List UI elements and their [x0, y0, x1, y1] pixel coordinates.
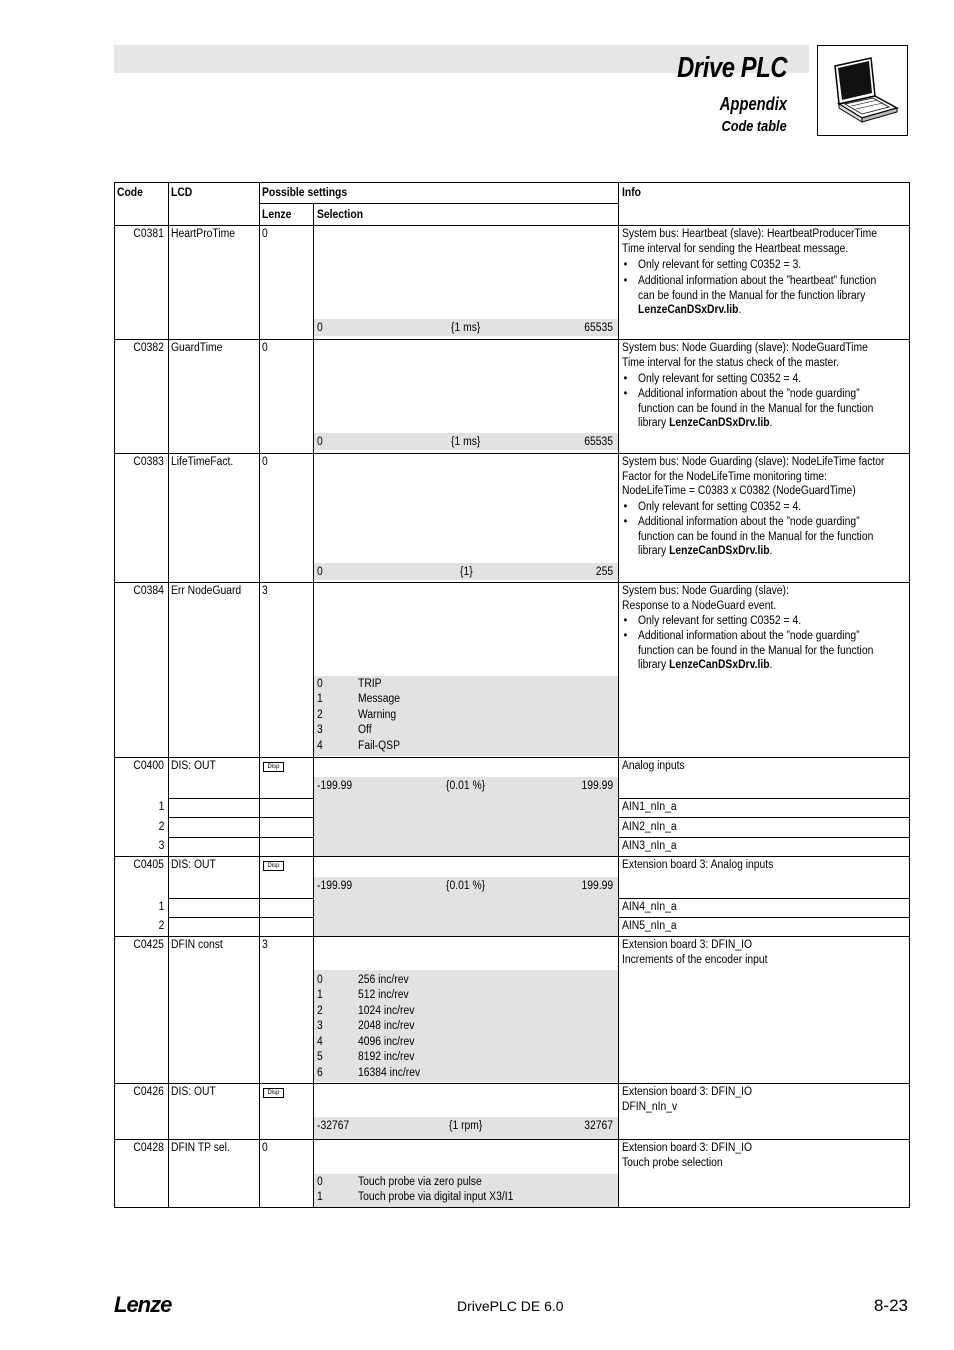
option-label: 1024 inc/rev	[358, 1005, 415, 1017]
range-max: 65535	[584, 436, 613, 448]
info-line: DFIN_nIn_v	[622, 1101, 678, 1113]
option-label: 2048 inc/rev	[358, 1020, 415, 1032]
subcode-info: AIN5_nIn_a	[622, 920, 677, 932]
option-value: 5	[317, 1051, 323, 1063]
info-line: Factor for the NodeLifeTime monitoring time:	[622, 471, 827, 483]
option-value: 1	[317, 693, 323, 705]
range-max: 199.99	[581, 880, 613, 892]
range-min: 0	[317, 566, 323, 578]
col-header-possible-settings: Possible settings	[262, 187, 348, 199]
section-title: Appendix	[719, 94, 787, 114]
option-value: 2	[317, 1005, 323, 1017]
lenze-default: 0	[262, 456, 268, 468]
info-line: NodeLifeTime = C0383 x C0382 (NodeGuardTime)	[622, 485, 856, 497]
info-line: Time interval for sending the Heartbeat message.	[622, 243, 849, 255]
subcode-info: AIN1_nIn_a	[622, 801, 677, 813]
range-unit: {1 ms}	[451, 436, 481, 448]
option-value: 0	[317, 974, 323, 986]
lenze-default: 3	[262, 585, 268, 597]
range-min: 0	[317, 436, 323, 448]
library-name: LenzeCanDSxDrv.lib	[669, 545, 770, 557]
code-cell: C0400	[133, 760, 164, 772]
option-value: 2	[317, 709, 323, 721]
display-only-badge: Disp	[263, 762, 284, 772]
lcd-cell: Err NodeGuard	[171, 585, 242, 597]
option-value: 6	[317, 1067, 323, 1079]
option-label: Message	[358, 693, 401, 705]
info-line: Time interval for the status check of the master.	[622, 357, 840, 369]
option-value: 3	[317, 1020, 323, 1032]
range-unit: {0.01 %}	[446, 780, 486, 792]
subcode: 2	[158, 920, 164, 932]
lenze-default: 0	[262, 342, 268, 354]
subcode: 2	[158, 821, 164, 833]
option-label: Touch probe via zero pulse	[358, 1176, 482, 1188]
lcd-cell: LifeTimeFact.	[171, 456, 234, 468]
library-name: LenzeCanDSxDrv.lib	[669, 417, 770, 429]
code-cell: C0425	[133, 939, 164, 951]
code-cell: C0384	[133, 585, 164, 597]
info-line: Analog inputs	[622, 760, 685, 772]
info-line: Extension board 3: DFIN_IO	[622, 1142, 753, 1154]
code-cell: C0381	[133, 228, 164, 240]
range-min: -199.99	[317, 780, 353, 792]
lcd-cell: GuardTime	[171, 342, 223, 354]
range-unit: {0.01 %}	[446, 880, 486, 892]
range-max: 65535	[584, 322, 613, 334]
option-value: 1	[317, 989, 323, 1001]
code-cell: C0383	[133, 456, 164, 468]
info-line: System bus: Node Guarding (slave): NodeLifeTime factor	[622, 456, 885, 468]
code-cell: C0382	[133, 342, 164, 354]
library-name: LenzeCanDSxDrv.lib	[638, 304, 739, 316]
option-value: 3	[317, 724, 323, 736]
option-value: 0	[317, 1176, 323, 1188]
info-bullet: • Additional information about the ”node guarding” function can be found in the Manual for the function library LenzeCanDSxDrv.lib.	[638, 515, 881, 559]
subcode: 1	[158, 901, 164, 913]
range-min: 0	[317, 322, 323, 334]
option-label: 512 inc/rev	[358, 989, 409, 1001]
notebook-computer-icon	[817, 45, 908, 136]
lcd-cell: DFIN const	[171, 939, 223, 951]
subcode-info: AIN2_nIn_a	[622, 821, 677, 833]
code-cell: C0428	[133, 1142, 164, 1154]
option-value: 0	[317, 678, 323, 690]
col-header-lenze: Lenze	[262, 209, 292, 221]
info-bullet: • Only relevant for setting C0352 = 3.	[638, 258, 881, 273]
option-label: 256 inc/rev	[358, 974, 409, 986]
subcode: 3	[158, 840, 164, 852]
lenze-default: 0	[262, 228, 268, 240]
lcd-cell: DIS: OUT	[171, 760, 216, 772]
range-max: 199.99	[581, 780, 613, 792]
info-line: Extension board 3: Analog inputs	[622, 859, 774, 871]
display-only-badge: Disp	[263, 1088, 284, 1098]
document-name: DrivePLC DE 6.0	[457, 1298, 564, 1314]
info-line: System bus: Node Guarding (slave): NodeGuardTime	[622, 342, 868, 354]
option-label: Fail-QSP	[358, 740, 400, 752]
option-value: 1	[317, 1191, 323, 1203]
info-line: Touch probe selection	[622, 1157, 723, 1169]
option-value: 4	[317, 1036, 323, 1048]
subcode-info: AIN3_nIn_a	[622, 840, 677, 852]
range-min: -199.99	[317, 880, 353, 892]
page-title: Drive PLC	[677, 52, 787, 84]
info-bullet: • Additional information about the ”node guarding” function can be found in the Manual for the function library LenzeCanDSxDrv.lib.	[638, 387, 881, 431]
lenze-default: 3	[262, 939, 268, 951]
info-bullet: • Additional information about the ”heartbeat” function can be found in the Manual for the function library LenzeCanDSxDrv.lib.	[638, 274, 881, 318]
lenze-logo: Lenze	[114, 1292, 172, 1317]
info-bullet: • Additional information about the ”node guarding” function can be found in the Manual for the function library LenzeCanDSxDrv.lib.	[638, 629, 881, 673]
option-label: Touch probe via digital input X3/I1	[358, 1191, 514, 1203]
subcode-info: AIN4_nIn_a	[622, 901, 677, 913]
info-line: Increments of the encoder input	[622, 954, 768, 966]
col-header-selection: Selection	[317, 209, 364, 221]
option-label: TRIP	[358, 678, 382, 690]
code-cell: C0426	[133, 1086, 164, 1098]
subsection-title: Code table	[721, 118, 787, 135]
option-label: 8192 inc/rev	[358, 1051, 415, 1063]
option-label: 4096 inc/rev	[358, 1036, 415, 1048]
lcd-cell: HeartProTime	[171, 228, 236, 240]
subcode: 1	[158, 801, 164, 813]
info-line: System bus: Heartbeat (slave): HeartbeatProducerTime	[622, 228, 878, 240]
library-name: LenzeCanDSxDrv.lib	[669, 659, 770, 671]
col-header-code: Code	[117, 187, 143, 199]
range-max: 32767	[584, 1120, 613, 1132]
range-unit: {1 rpm}	[449, 1120, 483, 1132]
page-number: 8-23	[873, 1296, 908, 1315]
info-bullet: • Only relevant for setting C0352 = 4.	[638, 372, 881, 387]
col-header-lcd: LCD	[171, 187, 193, 199]
info-line: Extension board 3: DFIN_IO	[622, 1086, 753, 1098]
info-bullet: • Only relevant for setting C0352 = 4.	[638, 614, 881, 629]
info-line: System bus: Node Guarding (slave):	[622, 585, 789, 597]
range-unit: {1 ms}	[451, 322, 481, 334]
col-header-info: Info	[622, 187, 641, 199]
option-label: 16384 inc/rev	[358, 1067, 421, 1079]
lcd-cell: DIS: OUT	[171, 1086, 216, 1098]
range-max: 255	[595, 566, 613, 578]
info-line: Response to a NodeGuard event.	[622, 600, 777, 612]
option-value: 4	[317, 740, 323, 752]
code-cell: C0405	[133, 859, 164, 871]
info-line: Extension board 3: DFIN_IO	[622, 939, 753, 951]
info-bullet: • Only relevant for setting C0352 = 4.	[638, 500, 881, 515]
range-min: -32767	[317, 1120, 350, 1132]
range-unit: {1}	[460, 566, 473, 578]
option-label: Warning	[358, 709, 397, 721]
lcd-cell: DFIN TP sel.	[171, 1142, 230, 1154]
option-label: Off	[358, 724, 372, 736]
lcd-cell: DIS: OUT	[171, 859, 216, 871]
lenze-default: 0	[262, 1142, 268, 1154]
display-only-badge: Disp	[263, 861, 284, 871]
code-table	[114, 182, 910, 1208]
